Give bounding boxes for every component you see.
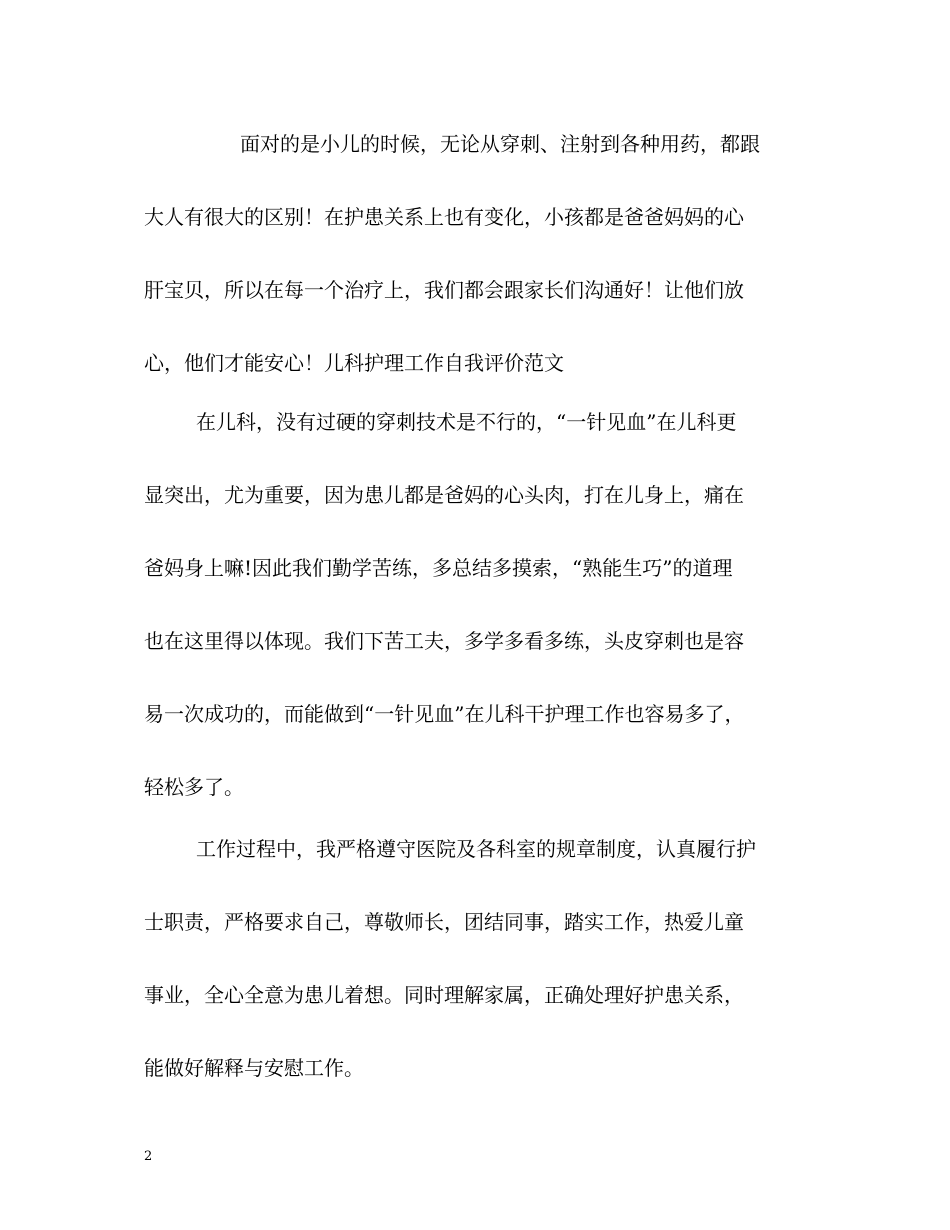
text-line: 肝宝贝，所以在每一个治疗上，我们都会跟家长们沟通好！让他们放 [144, 278, 744, 302]
page-number: 2 [144, 1149, 153, 1164]
text-line: 易一次成功的，而能做到“一针见血”在儿科干护理工作也容易多了， [144, 702, 745, 726]
text-line: 事业，全心全意为患儿着想。同时理解家属，正确处理好护患关系， [144, 983, 744, 1007]
text-line: 显突出，尤为重要，因为患儿都是爸妈的心头肉，打在儿身上，痛在 [144, 483, 744, 507]
text-line: 士职责，严格要求自己，尊敬师长，团结同事，踏实工作，热爱儿童 [144, 910, 744, 934]
text-line: 大人有很大的区别！在护患关系上也有变化，小孩都是爸爸妈妈的心 [144, 205, 744, 229]
text-line: 面对的是小儿的时候，无论从穿刺、注射到各种用药，都跟 [240, 132, 760, 156]
text-line: 轻松多了。 [144, 775, 244, 799]
text-line: 心，他们才能安心！儿科护理工作自我评价范文 [144, 351, 564, 375]
text-line: 能做好解释与安慰工作。 [144, 1056, 364, 1080]
text-line: 工作过程中，我严格遵守医院及各科室的规章制度，认真履行护 [196, 837, 756, 861]
text-line: 在儿科，没有过硬的穿刺技术是不行的，“一针见血”在儿科更 [196, 410, 737, 434]
text-line: 也在这里得以体现。我们下苦工夫，多学多看多练，头皮穿刺也是容 [144, 629, 744, 653]
text-line: 爸妈身上嘛!因此我们勤学苦练，多总结多摸索，“熟能生巧”的道理 [144, 556, 733, 580]
